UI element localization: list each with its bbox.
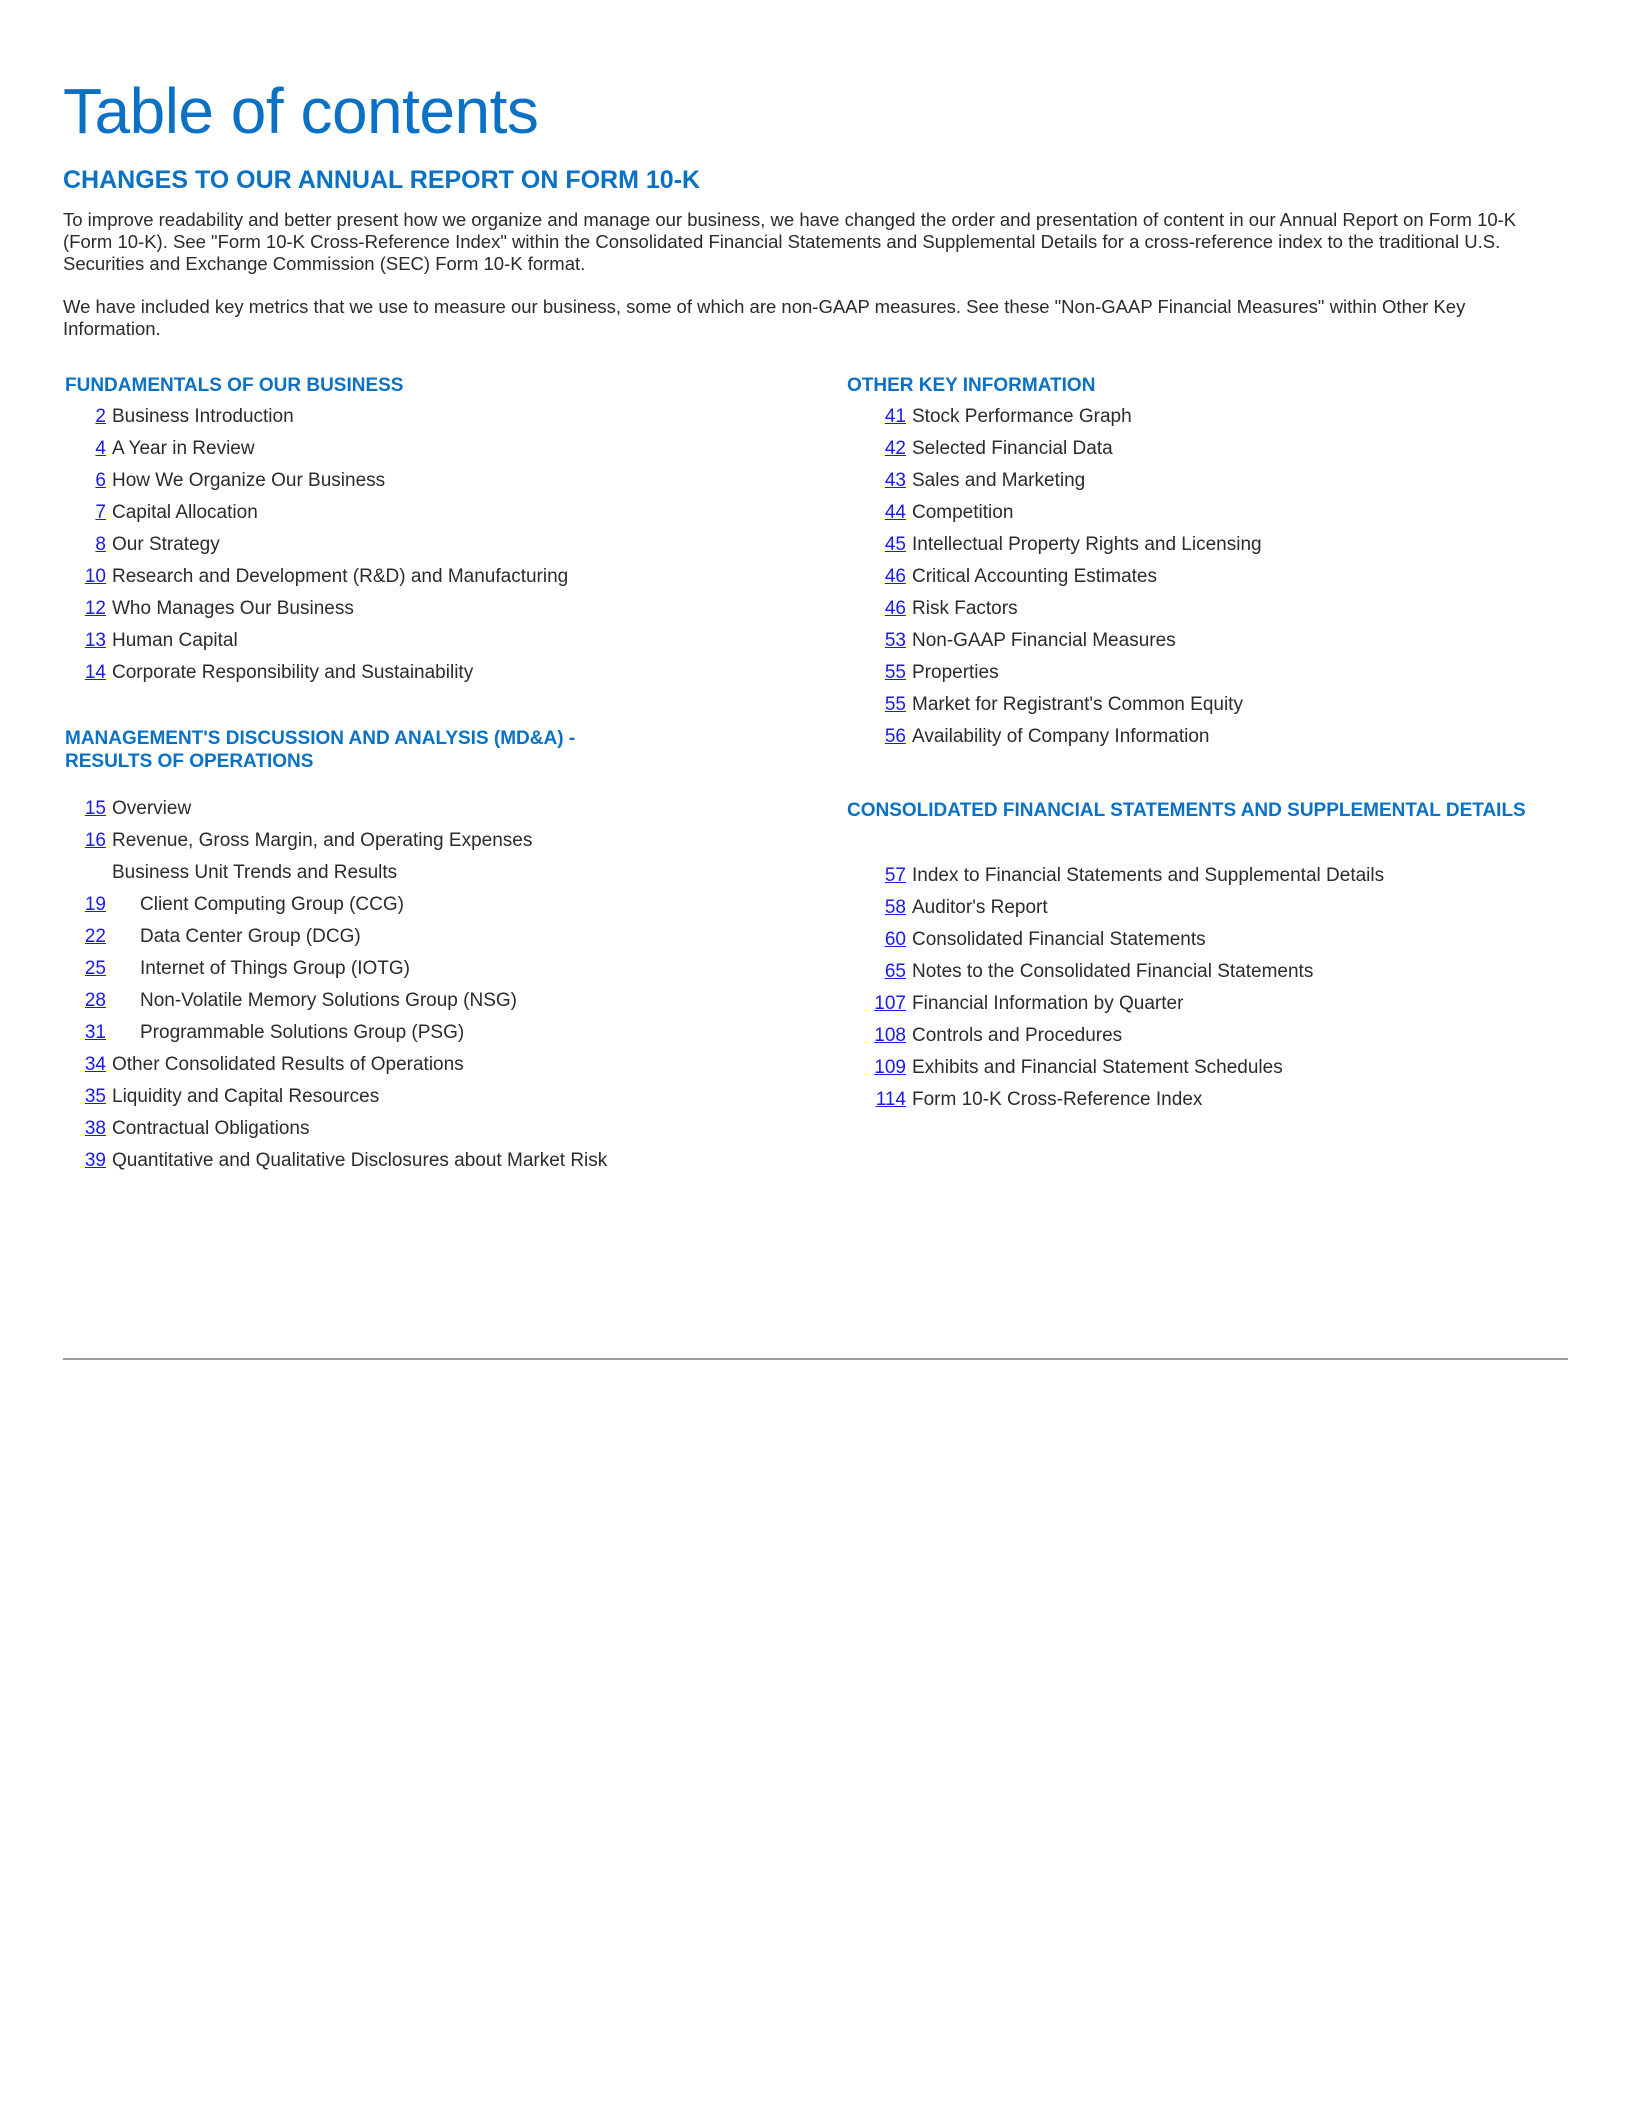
toc-entry [854, 988, 1526, 1020]
toc-entry [65, 625, 568, 657]
toc-entry [65, 985, 625, 1017]
toc-entry [872, 721, 1262, 753]
page-link[interactable]: 10 [84, 566, 106, 587]
page-link[interactable]: 55 [884, 694, 906, 715]
toc-entry-label: Who Manages Our Business [112, 598, 354, 619]
toc-group-fundamentals [65, 374, 568, 689]
page-link[interactable]: 8 [95, 534, 106, 555]
toc-entry-label: Consolidated Financial Statements [912, 929, 1206, 950]
page-link[interactable]: 57 [884, 865, 906, 886]
toc-entry-label: Research and Development (R&D) and Manufacturing [112, 566, 569, 587]
toc-entry-label: Internet of Things Group (IOTG) [140, 958, 410, 979]
toc-entry [65, 1017, 625, 1049]
toc-entry-label: Selected Financial Data [912, 438, 1113, 459]
toc-entry [872, 689, 1262, 721]
toc-entry-label: Liquidity and Capital Resources [112, 1086, 380, 1107]
page-link[interactable]: 43 [884, 470, 906, 491]
toc-group-heading: OTHER KEY INFORMATION [847, 375, 1096, 396]
toc-entry [65, 825, 625, 857]
toc-entry-label: Contractual Obligations [112, 1118, 310, 1139]
toc-entry-label: Risk Factors [912, 598, 1018, 619]
page-link[interactable]: 7 [95, 502, 106, 523]
page-link[interactable]: 34 [84, 1054, 106, 1075]
page-link[interactable]: 108 [874, 1025, 906, 1046]
toc-entry [65, 561, 568, 593]
toc-entry [65, 465, 568, 497]
toc-entry [65, 1049, 625, 1081]
page-link[interactable]: 45 [884, 534, 906, 555]
page-link[interactable]: 6 [95, 470, 106, 491]
page-link[interactable]: 46 [884, 598, 906, 619]
toc-entry-label: Auditor's Report [912, 897, 1048, 918]
toc-entry-label: Programmable Solutions Group (PSG) [140, 1022, 465, 1043]
toc-group-mdna [65, 727, 625, 1177]
toc-entry-label: Exhibits and Financial Statement Schedules [912, 1057, 1283, 1078]
toc-entry [65, 657, 568, 689]
toc-entry-label: How We Organize Our Business [112, 470, 386, 491]
intro-paragraph: We have included key metrics that we use to measure our business, some of which are non-GAAP measures. See these "Non-GAAP Financial Measures" within Other Key Information. [63, 296, 1466, 339]
toc-group-heading: CONSOLIDATED FINANCIAL STATEMENTS AND SUPPLEMENTAL DETAILS [847, 800, 1526, 821]
page-link[interactable]: 19 [84, 894, 106, 915]
toc-entry [854, 924, 1526, 956]
toc-group-heading: MANAGEMENT'S DISCUSSION AND ANALYSIS (MD&A) - RESULTS OF OPERATIONS [65, 728, 576, 772]
page-link[interactable]: 35 [84, 1086, 106, 1107]
toc-entry-label: Form 10-K Cross-Reference Index [912, 1089, 1203, 1110]
page-link[interactable]: 39 [84, 1150, 106, 1171]
toc-entry-label: Availability of Company Information [912, 726, 1210, 747]
toc-entry [854, 956, 1526, 988]
intro-paragraph: To improve readability and better present how we organize and manage our business, we have changed the order and presentation of content in our Annual Report on Form 10-K (Form 10-K). See "Form 10-K Cross-Reference Index" within the Consolidated Financial Statements and Supplemental Details for a cross-reference index to the traditional U.S. Securities and Exchange Commission (SEC) Form 10-K format. [63, 209, 1517, 274]
toc-entry [872, 433, 1262, 465]
page-link[interactable]: 38 [84, 1118, 106, 1139]
toc-entry-label: Controls and Procedures [912, 1025, 1123, 1046]
page-link[interactable]: 65 [884, 961, 906, 982]
footer-divider [63, 1358, 1568, 1360]
toc-entry-label: Data Center Group (DCG) [140, 926, 361, 947]
toc-entry [854, 1084, 1526, 1116]
toc-entry-label: Human Capital [112, 630, 238, 651]
page-link[interactable]: 28 [84, 990, 106, 1011]
toc-list [65, 401, 568, 689]
toc-entry-label: Critical Accounting Estimates [912, 566, 1157, 587]
toc-entry [854, 1020, 1526, 1052]
page-link[interactable]: 109 [874, 1057, 906, 1078]
page-link[interactable]: 58 [884, 897, 906, 918]
toc-entry [872, 657, 1262, 689]
page-link[interactable]: 25 [84, 958, 106, 979]
toc-entry-label: Index to Financial Statements and Supplemental Details [912, 865, 1385, 886]
toc-entry-label: Financial Information by Quarter [912, 993, 1184, 1014]
toc-entry-label: Capital Allocation [112, 502, 258, 523]
page-link[interactable]: 53 [884, 630, 906, 651]
toc-entry [65, 921, 625, 953]
toc-entry-label: Stock Performance Graph [912, 406, 1132, 427]
toc-entry [65, 433, 568, 465]
page-link[interactable]: 60 [884, 929, 906, 950]
page-link[interactable]: 56 [884, 726, 906, 747]
toc-entry [854, 1052, 1526, 1084]
toc-entry [65, 793, 625, 825]
page-link[interactable]: 12 [84, 598, 106, 619]
toc-group-financials [847, 799, 1526, 1116]
toc-list [65, 793, 625, 1177]
toc-entry-label: Revenue, Gross Margin, and Operating Expenses [112, 830, 533, 851]
toc-entry-label: Our Strategy [112, 534, 220, 555]
toc-entry-label: Other Consolidated Results of Operations [112, 1054, 464, 1075]
toc-entry-label: Corporate Responsibility and Sustainability [112, 662, 474, 683]
toc-entry [65, 953, 625, 985]
toc-list [854, 860, 1526, 1116]
page-link[interactable]: 13 [84, 630, 106, 651]
toc-entry [65, 1145, 625, 1177]
page-link[interactable]: 31 [84, 1022, 106, 1043]
toc-entry-label: Quantitative and Qualitative Disclosures about Market Risk [112, 1150, 608, 1171]
toc-entry [65, 593, 568, 625]
toc-entry-label: Overview [112, 798, 192, 819]
page-link[interactable]: 4 [95, 438, 106, 459]
toc-entry-label: Client Computing Group (CCG) [140, 894, 404, 915]
page-link[interactable]: 16 [84, 830, 106, 851]
page-link[interactable]: 107 [874, 993, 906, 1014]
toc-entry [872, 529, 1262, 561]
page-link[interactable]: 55 [884, 662, 906, 683]
toc-entry-label: Properties [912, 662, 999, 683]
toc-entry [872, 401, 1262, 433]
toc-entry [65, 1113, 625, 1145]
toc-entry-label: Intellectual Property Rights and Licensing [912, 534, 1262, 555]
page-link[interactable]: 42 [884, 438, 906, 459]
page-title: Table of contents [63, 75, 539, 147]
toc-entry [872, 465, 1262, 497]
page-link[interactable]: 44 [884, 502, 906, 523]
toc-entry-label: Competition [912, 502, 1014, 523]
page-link[interactable]: 15 [84, 798, 106, 819]
toc-list [872, 401, 1262, 753]
section-title: CHANGES TO OUR ANNUAL REPORT ON FORM 10-K [63, 166, 701, 194]
toc-entry-label: Market for Registrant's Common Equity [912, 694, 1243, 715]
toc-entry [65, 889, 625, 921]
toc-entry-label: Non-GAAP Financial Measures [912, 630, 1176, 651]
toc-entry-label: Business Introduction [112, 406, 294, 427]
toc-entry-label: Business Unit Trends and Results [112, 862, 398, 883]
toc-entry [872, 497, 1262, 529]
toc-group-other [847, 374, 1262, 753]
toc-entry [65, 529, 568, 561]
toc-entry [65, 1081, 625, 1113]
toc-entry-label: Sales and Marketing [912, 470, 1086, 491]
page-link[interactable]: 46 [884, 566, 906, 587]
toc-entry [872, 625, 1262, 657]
toc-group-heading: FUNDAMENTALS OF OUR BUSINESS [65, 375, 404, 396]
toc-entry-label: Non-Volatile Memory Solutions Group (NSG) [140, 990, 517, 1011]
page-link[interactable]: 2 [95, 406, 106, 427]
page-link[interactable]: 114 [875, 1089, 906, 1110]
toc-entry [65, 497, 568, 529]
toc-entry [854, 892, 1526, 924]
toc-entry [872, 593, 1262, 625]
page-link[interactable]: 14 [84, 662, 106, 683]
toc-entry [65, 401, 568, 433]
toc-entry [872, 561, 1262, 593]
toc-subheading [65, 857, 625, 889]
toc-entry-label: Notes to the Consolidated Financial Statements [912, 961, 1314, 982]
toc-entry [854, 860, 1526, 892]
page-link[interactable]: 22 [84, 926, 106, 947]
toc-entry-label: A Year in Review [112, 438, 255, 459]
page-link[interactable]: 41 [884, 406, 906, 427]
